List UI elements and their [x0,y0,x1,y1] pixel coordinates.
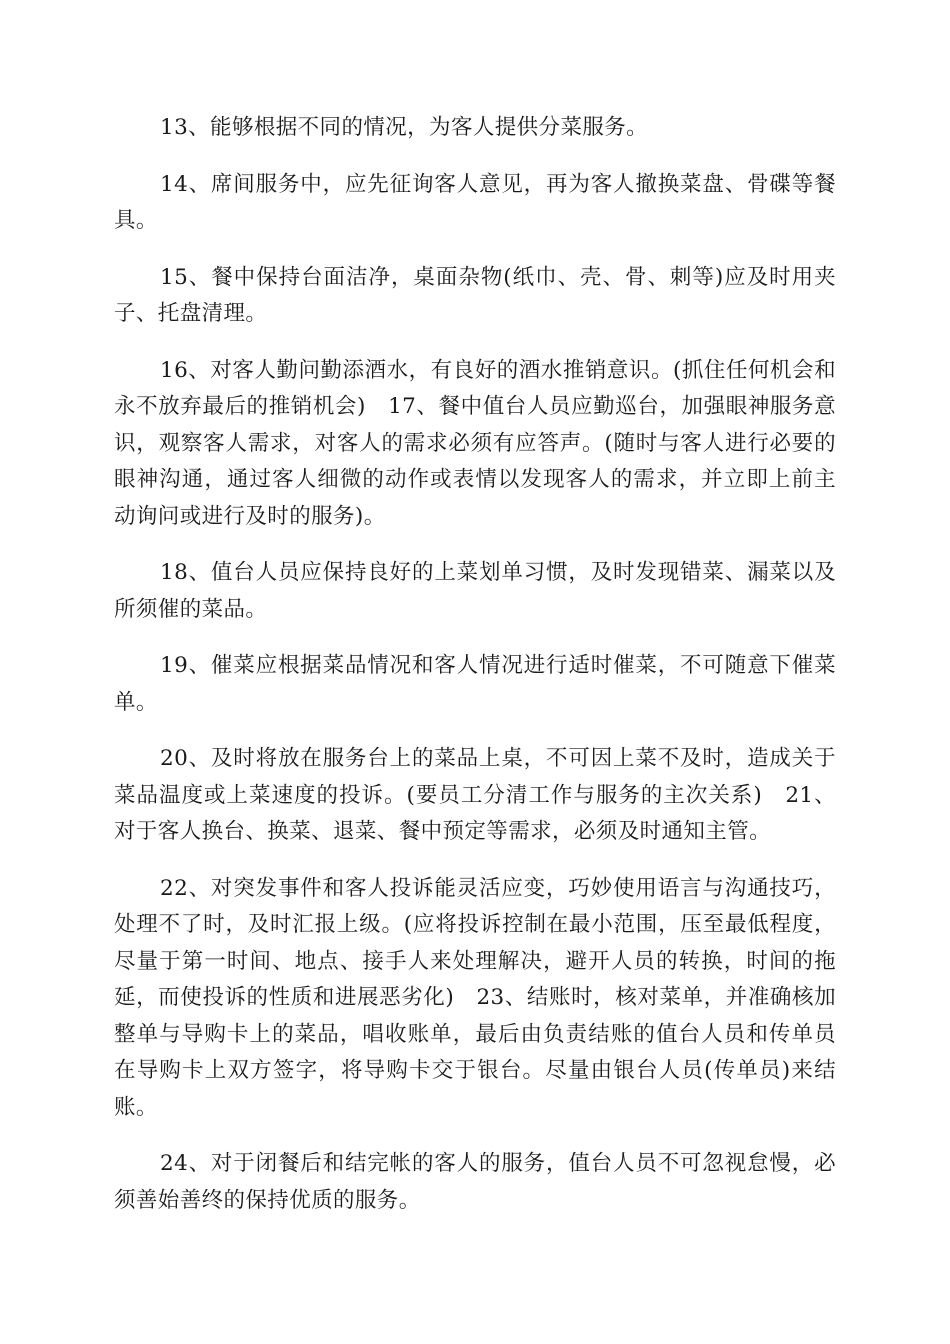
paragraph-24: 24、对于闭餐后和结完帐的客人的服务，值台人员不可忽视怠慢，必须善始善终的保持优质的服务。 [114,1151,836,1213]
paragraph-20-21: 20、及时将放在服务台上的菜品上桌，不可因上菜不及时，造成关于菜品温度或上菜速度的投诉。(要员工分清工作与服务的主次关系) 21、对于客人换台、换菜、退菜、餐中预定等需求，必须及时通知主管。 [114,746,836,844]
paragraph-19: 19、催菜应根据菜品情况和客人情况进行适时催菜，不可随意下催菜单。 [114,653,836,715]
paragraph-16-17: 16、对客人勤问勤添酒水，有良好的酒水推销意识。(抓住任何机会和永不放弃最后的推销机会) 17、餐中值台人员应勤巡台，加强眼神服务意识，观察客人需求，对客人的需求必须有应答声。(随时与客人进行必要的眼神沟通，通过客人细微的动作或表情以发现客人的需求，并立即上前主动询问或进行及时的服务)。 [114,357,836,529]
paragraph-15: 15、餐中保持台面洁净，桌面杂物(纸巾、壳、骨、刺等)应及时用夹子、托盘清理。 [114,264,836,326]
document-body [114,110,836,1239]
paragraph-22-23: 22、对突发事件和客人投诉能灵活应变，巧妙使用语言与沟通技巧，处理不了时，及时汇报上级。(应将投诉控制在最小范围，压至最低程度，尽量于第一时间、地点、接手人来处理解决，避开人员的转换，时间的拖延，而使投诉的性质和进展恶劣化) 23、结账时，核对菜单，并准确核加整单与导购卡上的菜品，唱收账单，最后由负责结账的值台人员和传单员在导购卡上双方签字，将导购卡交于银台。尽量由银台人员(传单员)来结账。 [114,875,836,1120]
paragraph-13: 13、能够根据不同的情况，为客人提供分菜服务。 [160,115,649,140]
paragraph-14: 14、席间服务中，应先征询客人意见，再为客人撤换菜盘、骨碟等餐具。 [114,171,836,233]
paragraph-18: 18、值台人员应保持良好的上菜划单习惯，及时发现错菜、漏菜以及所须催的菜品。 [114,560,836,622]
